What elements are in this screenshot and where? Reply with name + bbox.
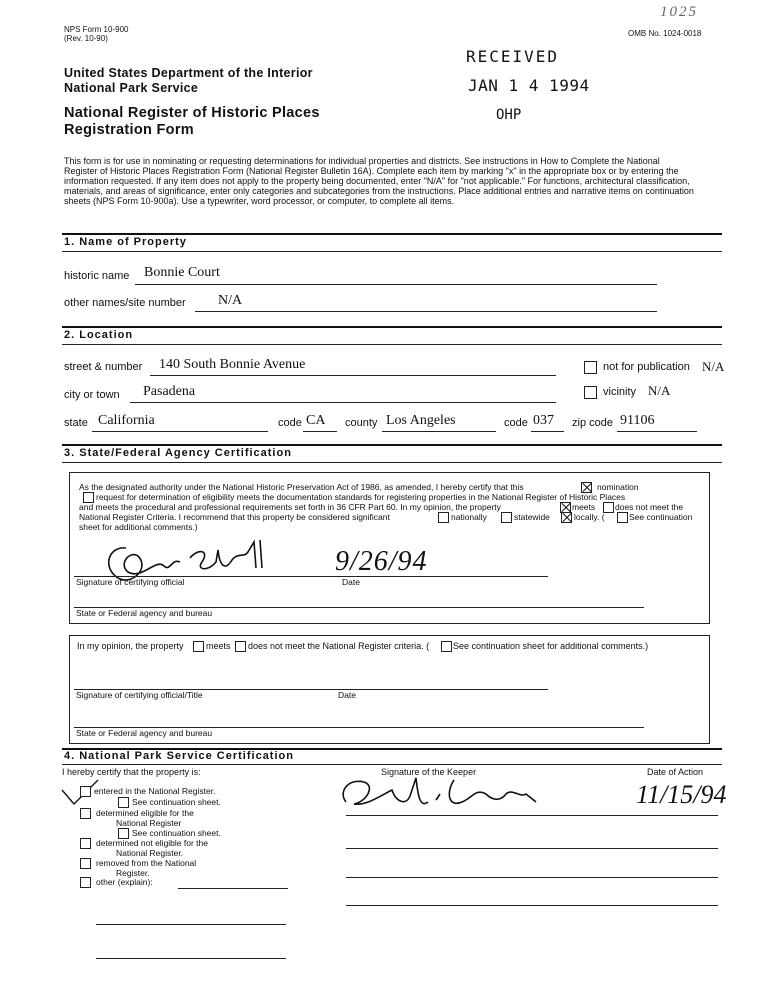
- see-continuation-1-label: See continuation sheet.: [132, 797, 221, 807]
- cert-line2: request for determination of eligibility meets the documentation standards for registering properties in the National Register of Historic Places: [96, 492, 626, 502]
- removed-label-1: removed from the National: [96, 858, 197, 868]
- see-continuation-label: See continuation: [629, 512, 693, 522]
- cert-line5: sheet for additional comments.): [79, 522, 198, 532]
- section1-rule: [62, 233, 722, 235]
- vicinity-value: N/A: [648, 383, 671, 398]
- stamp-office: OHP: [496, 107, 522, 123]
- not-eligible-label-2: National Register.: [116, 848, 184, 858]
- city-value[interactable]: Pasadena: [143, 384, 196, 399]
- keeper-line-2: [346, 848, 718, 849]
- vicinity-checkbox[interactable]: [584, 386, 597, 399]
- cert-line4: National Register Criteria. I recommend that this property be considered significant: [79, 512, 390, 522]
- section4-rule-bottom: [62, 764, 722, 765]
- opinion-see-continuation-checkbox[interactable]: [441, 641, 452, 652]
- cert-line1: As the designated authority under the National Historic Preservation Act of 1986, as amended, I hereby certify that this: [79, 482, 524, 492]
- department-line1: United States Department of the Interior: [64, 66, 313, 80]
- other-explain-line: [178, 888, 288, 889]
- section4-heading: 4. National Park Service Certification: [64, 750, 294, 762]
- form-number: NPS Form 10-900: [64, 25, 129, 34]
- zip-line: [617, 431, 697, 432]
- zip-label: zip code: [572, 417, 613, 429]
- keeper-line-1: [346, 815, 718, 816]
- see-continuation-2-label: See continuation sheet.: [132, 828, 221, 838]
- street-label: street & number: [64, 361, 143, 373]
- cert-line3: and meets the procedural and professional requirements set forth in 36 CFR Part 60. In my opinion, the property: [79, 502, 501, 512]
- state-code-value[interactable]: CA: [306, 413, 326, 428]
- eligible-checkbox[interactable]: [80, 808, 91, 819]
- county-value[interactable]: Los Angeles: [386, 413, 456, 428]
- agency2-label: State or Federal agency and bureau: [76, 728, 213, 738]
- form-revision: (Rev. 10-90): [64, 34, 108, 43]
- statewide-label: statewide: [514, 512, 550, 522]
- form-title-line1: National Register of Historic Places: [64, 105, 320, 121]
- other-names-line: [195, 311, 657, 312]
- opinion-does-not-meet-checkbox[interactable]: [235, 641, 246, 652]
- opinion-meets-checkbox[interactable]: [193, 641, 204, 652]
- section1-heading: 1. Name of Property: [64, 236, 187, 248]
- stamp-date: JAN 1 4 1994: [468, 76, 590, 95]
- other-checkbox[interactable]: [80, 877, 91, 888]
- city-line: [130, 402, 556, 403]
- department-line2: National Park Service: [64, 81, 199, 95]
- action-date-value: 11/15/94: [636, 780, 727, 809]
- not-eligible-checkbox[interactable]: [80, 838, 91, 849]
- historic-name-line: [135, 284, 657, 285]
- section3-rule: [62, 444, 722, 446]
- eligible-label-2: National Register: [116, 818, 182, 828]
- state-code-line: [303, 431, 337, 432]
- locally-label: locally. (: [574, 512, 605, 522]
- section2-heading: 2. Location: [64, 329, 134, 341]
- nationally-label: nationally: [451, 512, 487, 522]
- keeper-label: Signature of the Keeper: [381, 767, 477, 777]
- keeper-signature: [336, 772, 546, 820]
- not-for-publication-label: not for publication: [603, 361, 690, 373]
- see-continuation-checkbox[interactable]: [617, 512, 628, 523]
- nationally-checkbox[interactable]: [438, 512, 449, 523]
- opinion-line: In my opinion, the property: [77, 641, 184, 651]
- not-for-publication-value: N/A: [702, 359, 725, 374]
- state-code-label: code: [278, 417, 302, 429]
- other-label: other (explain):: [96, 877, 153, 887]
- section2-rule-bottom: [62, 344, 722, 345]
- certify-label: I hereby certify that the property is:: [62, 767, 201, 777]
- not-for-publication-checkbox[interactable]: [584, 361, 597, 374]
- date2-label: Date: [338, 690, 356, 700]
- state-label: state: [64, 417, 88, 429]
- certification-date-value: 9/26/94: [335, 546, 428, 577]
- entered-label: entered in the National Register.: [94, 786, 216, 796]
- agency-label: State or Federal agency and bureau: [76, 608, 213, 618]
- vicinity-label: vicinity: [603, 386, 637, 398]
- zip-value[interactable]: 91106: [620, 413, 655, 428]
- county-line: [382, 431, 496, 432]
- county-code-value[interactable]: 037: [533, 413, 554, 428]
- opinion-see-continuation-label: See continuation sheet for additional comments.): [453, 641, 649, 651]
- county-label: county: [345, 417, 378, 429]
- other-explain-line-2: [96, 924, 286, 925]
- other-explain-line-3: [96, 958, 286, 959]
- meets-label: meets: [572, 502, 596, 512]
- street-value[interactable]: 140 South Bonnie Avenue: [159, 357, 306, 372]
- street-line: [150, 375, 556, 376]
- city-label: city or town: [64, 389, 120, 401]
- opinion-does-not-meet-label: does not meet the National Register criteria. (: [248, 641, 430, 651]
- statewide-checkbox[interactable]: [501, 512, 512, 523]
- opinion-meets-label: meets: [206, 641, 231, 651]
- county-code-line: [531, 431, 564, 432]
- form-title-line2: Registration Form: [64, 122, 194, 138]
- keeper-line-4: [346, 905, 718, 906]
- section2-rule: [62, 326, 722, 328]
- state-line: [92, 431, 268, 432]
- does-not-meet-label: does not meet the: [615, 502, 684, 512]
- nomination-label: nomination: [597, 482, 639, 492]
- date-label: Date: [342, 577, 360, 587]
- section3-rule-bottom: [62, 462, 722, 463]
- historic-name-value[interactable]: Bonnie Court: [144, 265, 220, 280]
- signature-label: Signature of certifying official: [76, 577, 185, 587]
- other-names-value[interactable]: N/A: [218, 293, 243, 308]
- section1-rule-bottom: [62, 251, 722, 252]
- stamp-received: RECEIVED: [466, 47, 560, 66]
- removed-checkbox[interactable]: [80, 858, 91, 869]
- removed-label-2: Register.: [116, 868, 150, 878]
- historic-name-label: historic name: [64, 270, 130, 282]
- county-code-label: code: [504, 417, 528, 429]
- date-of-action-label: Date of Action: [647, 767, 704, 777]
- signature2-label: Signature of certifying official/Title: [76, 690, 203, 700]
- instructions: This form is for use in nominating or requesting determinations for individual properties and districts. See instructions in How to Complete the National Register of Historic Places Registration Form (National Register Bulletin 16A). Complete each item by marking "x" in the appropriate box or by entering the information requested. If any item does not apply to the property being documented, enter "N/A" for "not applicable." For functions, architectural classification, materials, and areas of significance, enter only categories and subcategories from the instructions. Place additional entries and narrative items on continuation sheets (NPS Form 10-900a). Use a typewriter, word processor, or computer, to complete all items.: [64, 156, 694, 206]
- corner-handwritten-mark: 1025: [660, 4, 698, 20]
- section3-heading: 3. State/Federal Agency Certification: [64, 447, 292, 459]
- eligible-label-1: determined eligible for the: [96, 808, 194, 818]
- omb-number: OMB No. 1024-0018: [628, 29, 702, 38]
- see-continuation-1-checkbox[interactable]: [118, 797, 129, 808]
- keeper-line-3: [346, 877, 718, 878]
- entered-checkbox[interactable]: [80, 786, 91, 797]
- locally-checkbox[interactable]: [561, 512, 572, 523]
- state-value[interactable]: California: [98, 413, 155, 428]
- other-names-label: other names/site number: [64, 297, 186, 309]
- not-eligible-label-1: determined not eligible for the: [96, 838, 208, 848]
